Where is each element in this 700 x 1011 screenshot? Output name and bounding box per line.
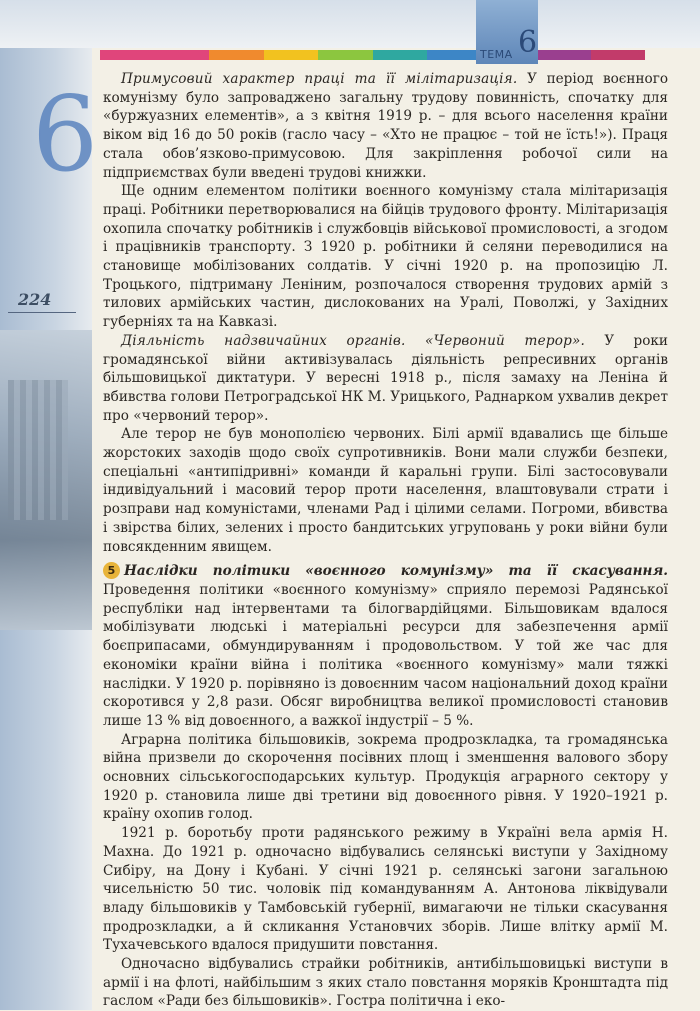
paragraph: [103, 824, 668, 955]
chapter-number: 6: [32, 73, 99, 195]
paragraph: [103, 731, 668, 825]
stripe-segment: [536, 50, 591, 60]
photo-building: [8, 380, 68, 520]
paragraph-text: Аграрна політика більшовиків, зокрема продрозкладка, та громадянська війна призвели до скорочення посівних площ і зменшення валового збору основних сільськогосподарських культур. Продукція аграрного сектору у 1920 р. становила лише дві третини від довоєнного рівня. У 1920–1921 р. країну охопив голод.: [103, 731, 668, 823]
stripe-segment: [155, 50, 210, 60]
header-band: [0, 0, 700, 48]
paragraph-text: Ще одним елементом політики воєнного комунізму стала мілітаризація праці. Робітники перетворювалися на бійців трудового фронту. Мілітаризація охопила спочатку робітників і службовців військової промисловості, а згодом і працівників транспорту. З 1920 р. робітники й селяни переводилися на становище мобілізованих солдатів. У січні 1920 р. на пропозицію Л. Троцького, підтриману Леніним, розпочалося створення трудових армій з тилових армійських частин, дислокованих на Уралі, Поволжі, у Західних губерніях та на Кавказі.: [103, 183, 668, 331]
page-number-rule: [8, 312, 76, 313]
paragraph: [103, 425, 668, 556]
stripe-segment: [318, 50, 373, 60]
paragraph: [103, 332, 668, 426]
paragraph-subtitle: Примусовий характер праці та її мілітаризація.: [121, 71, 518, 87]
paragraph-text: У роки громадянської війни активізувалась діяльність репресивних органів більшовицької диктатури. У вересні 1918 р., після замаху на Леніна й вбивства голови Петроградської НК М. Урицького, Раднарком ухвалив декрет про «червоний терор».: [103, 332, 668, 424]
section-text: Проведення політики «воєнного комунізму» сприяло перемозі Радянської республіки над інтервентами та білогвардійцями. Більшовикам вдалося мобілізувати людські і матеріальні ресурси для забезпечення армії боєприпасами, обмундируванням і продовольством. У той же час для економіки країни війна і політика «воєнного комунізму» мали тяжкі наслідки. У 1920 р. порівняно із довоєнним часом національний доход країни скоротився у 2,8 рази. Обсяг виробництва великої промисловості становив лише 13 % від довоєнного, а важкої індустрії – 5 %.: [103, 581, 668, 729]
paragraph: [103, 955, 668, 1011]
section-title: Наслідки політики «воєнного комунізму» та її скасування.: [124, 563, 668, 580]
paragraph: [103, 70, 668, 182]
text-column: [103, 70, 668, 1011]
tema-number: 6: [518, 25, 538, 60]
page-number: 224: [18, 290, 52, 309]
section-number-badge: 5: [103, 562, 120, 579]
tema-label: ТЕМА: [480, 48, 513, 61]
paragraph-text: 1921 р. боротьбу проти радянського режиму в Україні вела армія Н. Махна. До 1921 р. одночасно відбувались селянські виступи у Західному Сибіру, на Дону і Кубані. У січні 1921 р. селянські загони загальною чисельністю 50 тис. чоловік під командуванням А. Антонова ліквідували владу більшовиків у Тамбовській губернії, вимагаючи не тільки скасування продрозкладки, а й скликання Установчих зборів. Лише влітку армії М. Тухачевського вдалося придушити повстання.: [103, 825, 668, 954]
paragraph: [103, 182, 668, 332]
paragraph-text: У період воєнного комунізму було запроваджено загальну трудову повинність, спочатку для «буржуазних елементів», а з квітня 1919 р. – для всього населення країни віком від 16 до 50 років (гасло часу – «Хто не працює – той не їсть!»). Праця стала обов’язково-примусовою. Для закріплення робочої сили на підприємствах були введені трудові книжки.: [103, 71, 669, 181]
paragraph-text: Але терор не був монополією червоних. Білі армії вдавались ще більше жорстоких заходів щодо своїх супротивників. Вони мали служби безпеки, спеціальні «антипідривні» команди й каральні групи. Білі застосовували індивідуальний і масовий терор проти населення, влаштовували страти і розправи над комуністами, членами Рад і цілими селами. Погроми, вбивства і звірства білих, зелених і просто бандитських угруповань у роки війни були повсякденним явищем.: [103, 426, 668, 555]
paragraph-subtitle: Діяльність надзвичайних органів. «Червоний терор».: [121, 332, 586, 349]
stripe-segment: [591, 50, 646, 60]
stripe-segment: [100, 50, 155, 60]
stripe-segment: [209, 50, 264, 60]
section-paragraph: [103, 562, 668, 730]
paragraph-text: Одночасно відбувались страйки робітників, антибільшовицькі виступи в армії і на флоті, найбільшим з яких стало повстання моряків Кронштадта під гаслом «Ради без більшовиків». Гостра політична і еко-: [103, 956, 668, 1010]
stripe-segment: [427, 50, 482, 60]
color-stripe: [100, 50, 645, 60]
stripe-segment: [373, 50, 428, 60]
stripe-segment: [264, 50, 319, 60]
